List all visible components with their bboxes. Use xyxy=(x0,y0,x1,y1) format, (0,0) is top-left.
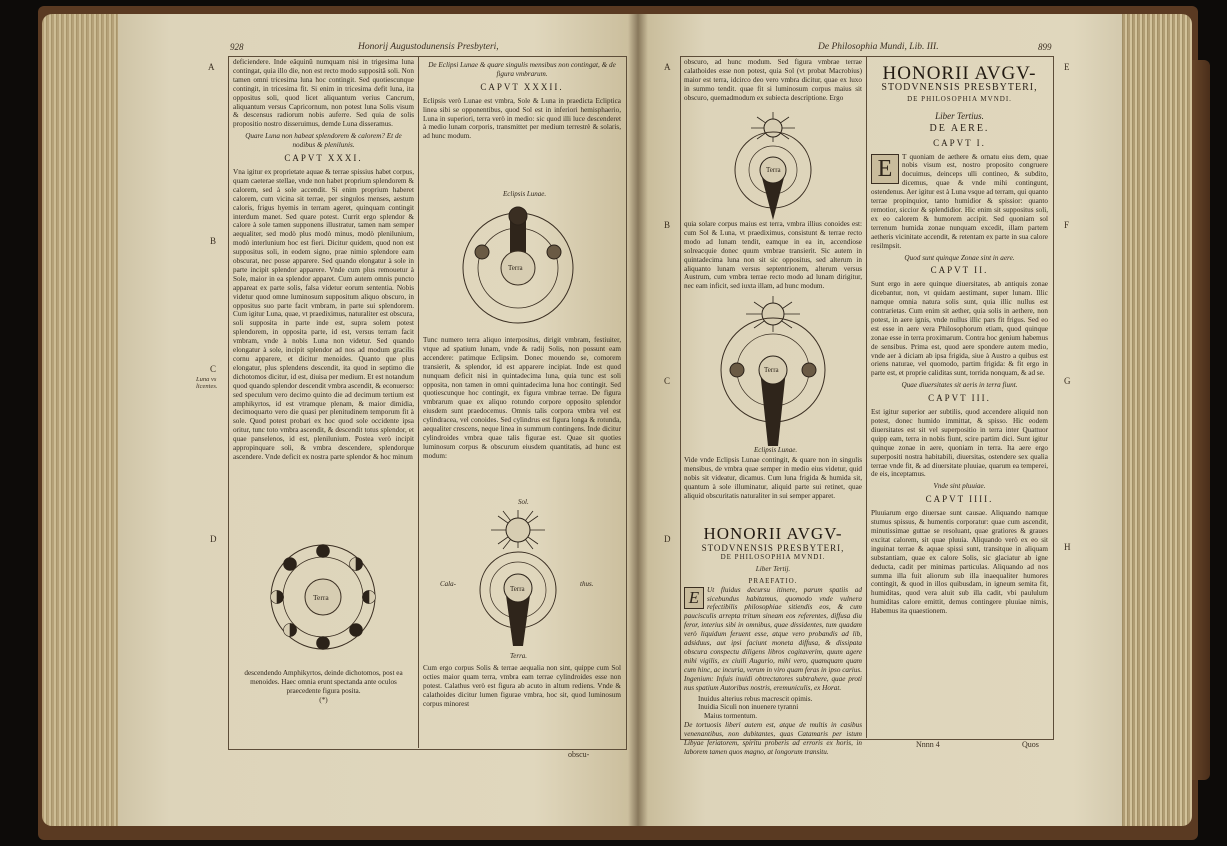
caput-1-dropcap: E xyxy=(871,154,899,184)
margin-letter-d: D xyxy=(210,534,217,544)
signature-mark: Nnnn 4 xyxy=(916,740,940,749)
left-column-2-middle xyxy=(423,336,621,496)
right-column-1-book3 xyxy=(684,524,862,756)
verse-2: Inuidia Siculi non inuenere tyranni xyxy=(698,703,799,712)
caput-3-body: Est igitur superior aer subtilis, quod accendere aliquid non potest, donec humido immittat, & spisso. Hic eodem diuersitates est sit vel superpositio in terra inter Quattuor quipp eam, terra in nobis fiunt, scire partim dici. Sunt igitur quinque zonae in aere, quoniam in terra. Ita aere ergo superpositi nostra habitabili, diuersitas, ostendere sex qualia terrae vnde fit, & ad diuersitate pluuiae, quarum ea temperei, de eis, inceptamus. xyxy=(871,408,1048,479)
second-eclipse-center-label: Terra xyxy=(764,366,779,374)
right-col1-mid-text: quia solare corpus maius est terra, vmbra illius conoides est: cum Sol & Luna, vt praediximus, consistunt & terrae recto modo ad lunam tendit, eamque in ea in, accendiose solreacquie donec quum vmbrae transierit. Sic autem in quintadecima luna non sit sic oppositus, sed alterum in aliquanto lunam versus septentrionem, alterum versus Austrum, cum vmbra terrae recto modo ad lunam dirigitur, nec eam inficit, sed iuxta illam, ad hunc modum. xyxy=(684,220,862,291)
left-column-1 xyxy=(233,58,414,534)
col1-page-mark: (*) xyxy=(319,695,328,704)
caput-2-body: Sunt ergo in aere quinque diuersitates, ab antiquis zonae dicebantur, non, vt quidam aestimant, super lunam. Illic namque omnia natura solis sunt, quia illic nullus est contrarietas. Cum enim sit aether, quia solis in aethere, non potest, in aere ignis, vnde nullus illic pars fit frigus. Sed eo est esse in aere vera Philosophorum etiam, quod quinque zonae esse in terra proximarum. Contra hoc genium habemus de sensibus. Prima est, quod aere spondere autem medio, vnde aer à diciam ab ipsa frigida, siue à Austro a quibus est oriens naturae, vel quomodo, partim frigida: & fit ergo in parte est, et proprie caliditas sunt, torrida nonquam, & ad se. xyxy=(871,280,1048,378)
right-col1-after-text: Vide vnde Eclipsis Lunae contingit, & quare non in singulis mensibus, de vmbra quae semper in medio eius videtur, quid nobis sit videatur, dicamus. Cum luna frigida & humida sit, quantum à sole illuminatur, aliquid parte sui retinet, quae aliquid obscuritatis naturaliter in sui semper apparet. xyxy=(684,456,862,500)
sun-shadow-figure xyxy=(463,508,573,648)
book3-liber: Liber Tertij. xyxy=(755,564,791,573)
right-column-1-middle xyxy=(684,220,862,298)
verse-1: Inuidus alterius rebus macrescit opimis. xyxy=(698,694,813,703)
margin-letter-e: E xyxy=(1064,62,1070,72)
right-catchword: Quos xyxy=(1022,740,1039,749)
caput-4-body: Pluuiarum ergo diuersae sunt causae. Aliquando namque stumus spissus, & humentis corporatur: quae cum ascendit, minutissimae guttae se resoluant, quae gratiores & graues excitat calorem, sit quae pluuia. Aliquando verò ex eo sit inguinat terrae & aquae spissi sunt, transitque in aliquam substantiam, quae ex calore Solis, sic glaciatur ab igne deducta, cadit per minimas particulas. Aliquando ad nos summa illa fuit aliorum sub illa inaequaliter humores contingit, & quod in illos quibusdam, in igneum semita fit, humiditas, quod vera aluit sub illa cadit, vbi paululum humiditas calore emittit, demus contingere pluuiae nimis, Habemus ita quaestionem. xyxy=(871,509,1048,616)
chapter-32-title: De Eclipsi Lunae & quare singulis mensibus non contingat, & de figura vmbrarum. xyxy=(428,61,616,78)
second-eclipse-label: Eclipsis Lunae. xyxy=(754,446,798,454)
margin-note: Luna vs licentes. xyxy=(196,376,218,390)
eclipse-figure-center-label: Terra xyxy=(508,264,523,272)
caput-2-heading: CAPVT II. xyxy=(930,265,989,276)
book-gutter xyxy=(628,14,648,826)
caput-1-body xyxy=(871,153,1048,251)
left-page-number: 928 xyxy=(230,42,244,52)
sol-figure-left-label: Cala- xyxy=(440,580,456,588)
verse-3: Maius tormentum. xyxy=(704,712,758,721)
right-col1-top-text: obscuro, ad hunc modum. Sed figura vmbrae terrae calathoides esse non potest, quia Sol (vt probat Macrobius) maior est terra, idcirco deo vero vmbra dicitur, quae ex luxo in summo tendit. quae fit si luminosum corpus maius sit obscuro, quemadmodum ex subiecta descriptione. Ergo xyxy=(684,58,862,102)
chapter-32-heading: CAPVT XXXII. xyxy=(480,81,564,92)
right-page xyxy=(638,14,1122,826)
right-column-1-after xyxy=(684,456,862,512)
caput-3-subtitle: Quae diuersitates sit aeris in terra fiunt. xyxy=(901,381,1018,390)
page-edges-right xyxy=(1118,14,1192,826)
margin-letter-h: H xyxy=(1064,542,1071,552)
left-page xyxy=(118,14,638,826)
caput-1-text: T quoniam de aethere & ornatu eius dem, quae nobis visum est, nostro proposito congruere docuimus, deinceps ulli contineo, & subdito, dicemus, quae & vnde mihi contingunt, ostendenus. Aer igitur est à Luna vsque ad terram, qui quanto terrae propinquior, tanto humidior & spissior: quanto remotior, siccior & splendidior. Hic enim sit suppositus soli, ex eo calorem & humorem accipit. Sed quoniam sol terrenum humida zonae nunquam excedit, illam partem aetheris vicinitate accendit, & retentam ex parte in sua calore resilmpsit. xyxy=(871,152,1048,250)
margin-letter-b: B xyxy=(210,236,217,246)
book3-title-line3: DE PHILOSOPHIA MVNDI. xyxy=(720,552,826,561)
book3-title-line1: HONORII AVGV- xyxy=(703,524,843,543)
caput-4-subtitle: Vnde sint pluuiae. xyxy=(933,482,986,491)
left-column-2-bottom xyxy=(423,664,621,734)
chapter-31-body: Vna igitur ex proprietate aquae & terrae spissius habet corpus, quam caeterae stellae, vnde non habet proprium splendorem & calorem, sed à sole accendit. Si enim proprium haberet calorem, cum vicina sit terrae, per singulos menses, aestum caloris, frigus hyemis in terram ageret, quinquam contingit interdum manet. Sed quare potest. Currit ergo splendor & calore à sole tamen supponens illustratur, tamen nam semper aequaliter, sed modò plus modò minus, modò plenilunium, modò interlunium hoc est fieri. Dicitur quidem, quod non est suppositus soli, in eodem signo, prae nimio splendore eam obscurat, nec posse apparere. Sed quando elongatur à sole in parte incipit splendor apparere. Vnde cum plus remouetur à Sole, maior in ea splendor apparet. Cum autem omnis puncto appareat ex parte solis, falsa videtur eorum sententia. Nobis videtur quod omne luminosum suppositum aliquo obscuro, in oppositus suo parte facit vmbram, in parte sui splendorem. Cum igitur Luna, quae, vt praediximus, naturaliter est obscura, soli supposita in parte inde est, supra solem potest splendorem, in opposita parte, id est, versus terram facit vmbram, vnde à nobis Luna non videtur. Sed quando elongatur à sole, incipit splendor ad nos ad modum gracilis cornu apparere, et dicitur menoides. Quanto que plus elongatur, plus splendens descendit, ita quod in septimo die dichotomos dicitur, id est, diuisa per medium. Et est notandum quod quando splendor descendit vmbra ascendit, & econuerso: sed speculum vero decimo quinto die ad decimum tertium est amphikyrtos, id est vtramque plenam, & maior dimidia, decimoquarto vero die quasi per plenitudinem temporum fit à sole. Quod potest probari ex hoc quod sole occidente ipsa oritur, tunc toto vmbra ascendit, & descendit totus splendor, et quae panselenos, id est, plenilunium. Postea verò incipit appropinquare soli, & vmbra descendere, splendorque ascendere. Vnde deficit ex nostra parte splendor & hoc minum xyxy=(233,167,414,461)
conoid-figure-center-label: Terra xyxy=(766,166,781,174)
book-title-line2: STODVNENSIS PRESBYTERI, xyxy=(881,82,1038,93)
left-running-head: Honorij Augustodunensis Presbyteri, xyxy=(358,42,499,52)
praefatio-body xyxy=(684,586,862,693)
margin-letter-g: G xyxy=(1064,376,1071,386)
right-page-number: 899 xyxy=(1038,42,1052,52)
sol-figure-label: Sol. xyxy=(518,498,529,506)
book-liber-tertius: Liber Tertius. xyxy=(935,110,984,121)
right-running-head: De Philosophia Mundi, Lib. III. xyxy=(818,42,939,52)
eclipse-figure-label: Eclipsis Lunae. xyxy=(503,190,547,198)
praefatio-heading: PRAEFATIO. xyxy=(748,576,798,585)
chapter-32-body-1: Eclipsis verò Lunae est vmbra, Sole & Luna in praedicta Ecliptica linea sibi se opponentibus, quod Sol est in inferiori hemisphaerio, Luna in superiori, terra verò in medio: sic quod illi luce descenderet à medio lunam corporis, transmittet per medium terrestrè & solaris, ad hunc modum. xyxy=(423,96,621,141)
margin-letter-c: C xyxy=(210,364,217,374)
chapter-31-heading: CAPVT XXXI. xyxy=(284,153,363,164)
margin-letter-a: A xyxy=(208,62,215,72)
sol-figure-center-label: Terra xyxy=(510,585,525,593)
col1-tail-text: descendendo Amphikyrtos, deinde dichotomos, post ea menoides. Haec omnia erunt spectanda ante oculos praecedente figura posita. xyxy=(244,669,403,695)
caput-2-subtitle: Quod sunt quinque Zonae sint in aere. xyxy=(904,253,1015,262)
margin-letter-b-right: B xyxy=(664,220,671,230)
right-column-rule xyxy=(866,56,867,738)
margin-letter-d-right: D xyxy=(664,534,671,544)
caput-4-heading: CAPVT IIII. xyxy=(925,494,994,505)
margin-letter-c-right: C xyxy=(664,376,671,386)
book-title-line3: DE PHILOSOPHIA MVNDI. xyxy=(907,94,1012,103)
de-aere-heading: DE AERE. xyxy=(929,122,990,134)
moon-figure-center-label: Terra xyxy=(313,593,329,602)
right-column-2 xyxy=(871,64,1048,732)
col1-top-text: deficiendere. Inde eâquinū numquam nisi in trigesima luna contingat, quia illo die, non est recto modo suppositâ soli. Non tamen omni tricesima luna hoc contingit. Sed quotiescunque contingit, in tricesima fit. Si enim in tricesima defit luna, ita oppositus soli, quod licet aliquantum verius Cancrum, aliquantum versus Capricornum, non potest luna Solis visum & descensus radiorum nobis auferre. Sed quia de solis propositio nostro disseruimus, demde Luna disseramus. xyxy=(233,58,414,129)
praefatio-text: Ut fluidus decursu itinere, parum spatiis ad sicebundus habitamus, quomodo vnde vulnera refectibilis philosophiae sitiendis eos, & cum paucisculis arrepta tritum sineam eos referentes, diffusa diu feror, interius sibi in omnibus, quae dissidentes, tum quadam verò liquidum feruent esse, atque vero probandis ad lib, adsiduus, aut ipsi faciunt moneta diffusa, & dissipata obscura conspectu diligens libros cogitaverim, quum agere mihi vigilis, ex ciuili Augurio, mihi vero, quamquam quam cum hinc, ac incuria, verum in viro quam feras in ipso carius. Ingenium: Infuis inuidi obtrectatores subtrahere, quae proti nus spatium Autoribus nostris, eremuniculis, ex Horat. xyxy=(684,585,862,692)
chapter-32-body-2: Tunc numero terra aliquo interpositus, dirigit vmbram, festiuiter, vtque ad spatium lunam, vnde & radij Solis, non possunt eam accendere: patimque Eclipsim. Donec mouendo se, comorem transierit, & splendor, id est apparere incipiat. Inde est quod nunquam deficit nisi in quintadecima luna, quia tunc est soli opposita, non tamen in omni quintadecima luna hoc contingit. Sed quotiescunque hoc contingit, ex figura vmbrae terrae. De figura vmbrarum quae ex aliquo rotundo corpore opposito splendor eiusdem sunt praedocemus. Omnis talis corpora vmbra vel est cylindracea, vel conoides. Sed cylindrus est figura longa & rotunda, aequaliter crescens, neque linea in summum contingens. Inde dicitur cylindroides vmbra quae talis figurae est. Quae sit quoties luminosum corpus & obscurum eiusdem quantitatis, ad hunc est modum: xyxy=(423,336,621,460)
sol-figure-right-label: thus. xyxy=(580,580,594,588)
chapter-31-subtitle: Quare Luna non habeat splendorem & calorem? Et de nodibus & plenilunis. xyxy=(245,132,402,150)
caput-1-heading: CAPVT I. xyxy=(933,137,986,148)
book3-title-line2: STODVNENSIS PRESBYTERI, xyxy=(701,543,845,553)
praefatio-final: De tortuosis liberi autem est, atque de multis in casibus venenantibus, non dubitantes, quas Catamaris per istum Libyae feriatorem, spiritu proberis ad erroris ex horis, in laborem tamen quos magno, at longorum transitu. xyxy=(684,721,862,756)
left-column-rule xyxy=(418,56,419,748)
left-catchword: obscu- xyxy=(568,750,590,759)
sol-figure-bottom-label: Terra. xyxy=(510,652,528,660)
praefatio-dropcap: E xyxy=(684,587,704,609)
left-column-1-tail xyxy=(233,669,414,729)
left-column-2-top xyxy=(423,58,621,188)
margin-letter-f: F xyxy=(1064,220,1070,230)
page-edges-left xyxy=(42,14,120,826)
book-title-line1: HONORII AVGV- xyxy=(882,63,1037,84)
chapter-32-body-3: Cum ergo corpus Solis & terrae aequalia non sint, quippe cum Sol octies maior quam terra, vmbra eam terrae cylindroides esse non potest. Calathus verò est figura ab acuto in altum rediens. Vnde & calathoides dicitur lumen figurae vmbra, hoc sit, quod luminosum corpus minorest xyxy=(423,664,621,708)
caput-3-heading: CAPVT III. xyxy=(928,393,991,404)
margin-letter-a-right: A xyxy=(664,62,671,72)
